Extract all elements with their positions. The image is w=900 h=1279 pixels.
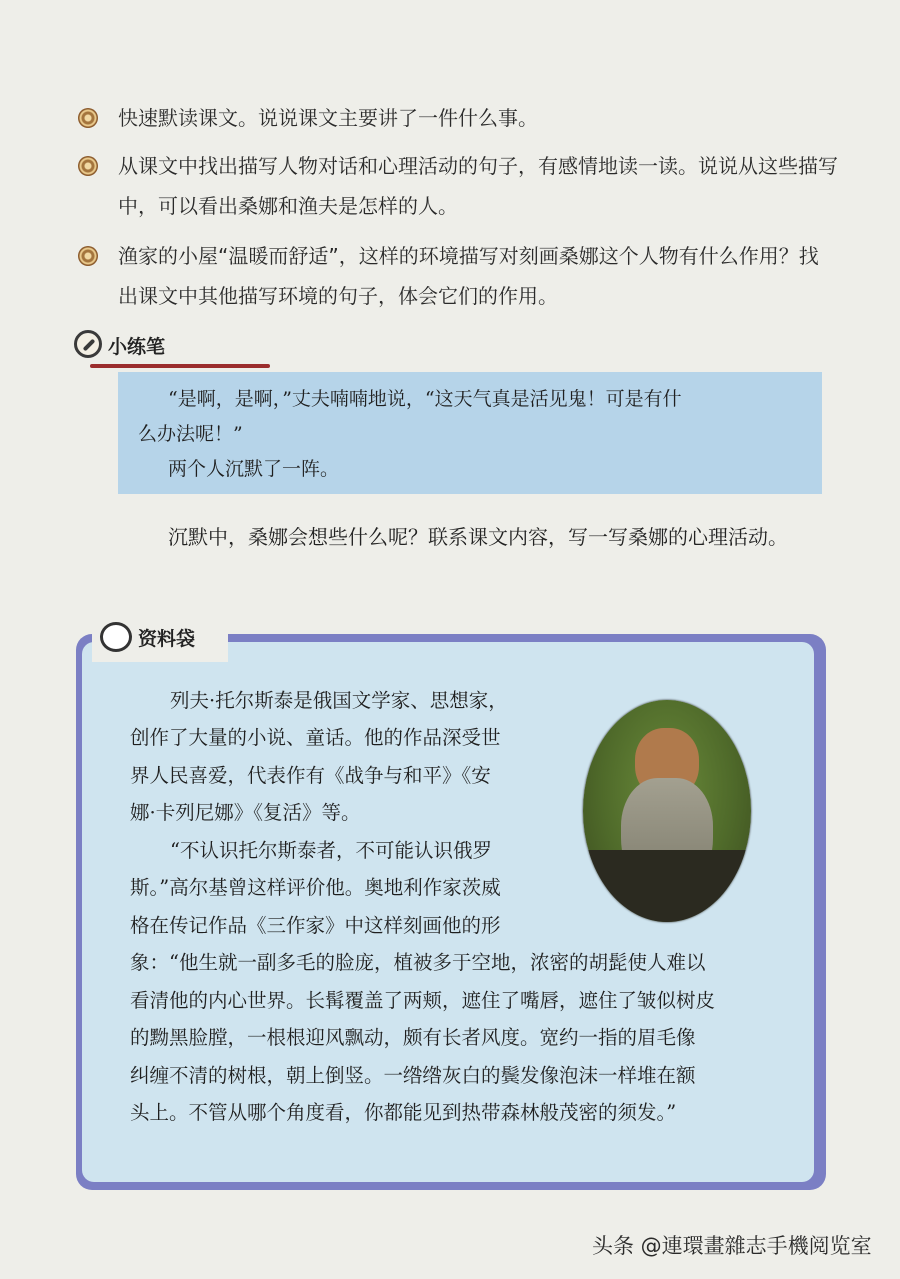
flower-bullet-icon — [78, 156, 98, 176]
tolstoy-portrait — [583, 700, 751, 922]
question-text: 快速默读课文。说说课文主要讲了一件什么事。 — [118, 106, 538, 130]
watermark-footer: 头条 @連環畫雜志手機阅览室 — [592, 1234, 872, 1258]
quote-box — [118, 372, 822, 494]
info-line: 象：“他生就一副多毛的脸庞，植被多于空地，浓密的胡髭使人难以 — [130, 951, 706, 974]
header-underline — [90, 364, 270, 368]
ziliaodai-title: 资料袋 — [138, 628, 196, 650]
info-line: 界人民喜爱，代表作有《战争与和平》《安 — [130, 764, 491, 787]
info-line: 看清他的内心世界。长髯覆盖了两颊，遮住了嘴唇，遮住了皱似树皮 — [130, 989, 716, 1012]
info-line: 列夫·托尔斯泰是俄国文学家、思想家， — [170, 689, 508, 712]
question-text: 从课文中找出描写人物对话和心理活动的句子，有感情地读一读。说说从这些描写中，可以看出桑娜和渔夫是怎样的人。 — [118, 154, 838, 218]
info-line: 头上。不管从哪个角度看，你都能见到热带森林般茂密的须发。” — [130, 1101, 677, 1124]
quote-line: 么办法呢！” — [138, 423, 243, 445]
pen-icon — [74, 330, 102, 358]
flower-bullet-icon — [78, 246, 98, 266]
question-1 — [78, 98, 838, 138]
quote-line: 两个人沉默了一阵。 — [168, 458, 340, 480]
xiaolianbi-header — [74, 328, 214, 368]
question-2 — [78, 146, 838, 226]
info-line: 的黝黑脸膛，一根根迎风飘动，颇有长者风度。宽约一指的眉毛像 — [130, 1026, 696, 1049]
info-line: “不认识托尔斯泰者，不可能认识俄罗 — [170, 839, 492, 862]
info-line: 娜·卡列尼娜》《复活》等。 — [130, 801, 361, 824]
question-3 — [78, 236, 838, 316]
writing-prompt: 沉默中，桑娜会想些什么呢？联系课文内容，写一写桑娜的心理活动。 — [168, 525, 788, 549]
xiaolianbi-title: 小练笔 — [108, 336, 166, 358]
info-line: 创作了大量的小说、童话。他的作品深受世 — [130, 726, 501, 749]
info-line: 纠缠不清的树根，朝上倒竖。一绺绺灰白的鬓发像泡沫一样堆在额 — [130, 1064, 696, 1087]
info-line: 格在传记作品《三作家》中这样刻画他的形 — [130, 914, 501, 937]
question-text: 渔家的小屋“温暖而舒适”，这样的环境描写对刻画桑娜这个人物有什么作用？找出课文中其他描写环境的句子，体会它们的作用。 — [118, 244, 819, 308]
portrait-coat — [583, 850, 751, 922]
book-icon — [100, 622, 132, 652]
flower-bullet-icon — [78, 108, 98, 128]
info-line: 斯。”高尔基曾这样评价他。奥地利作家茨威 — [130, 876, 501, 899]
quote-line: “是啊，是啊，”丈夫喃喃地说，“这天气真是活见鬼！可是有什 — [168, 388, 682, 410]
